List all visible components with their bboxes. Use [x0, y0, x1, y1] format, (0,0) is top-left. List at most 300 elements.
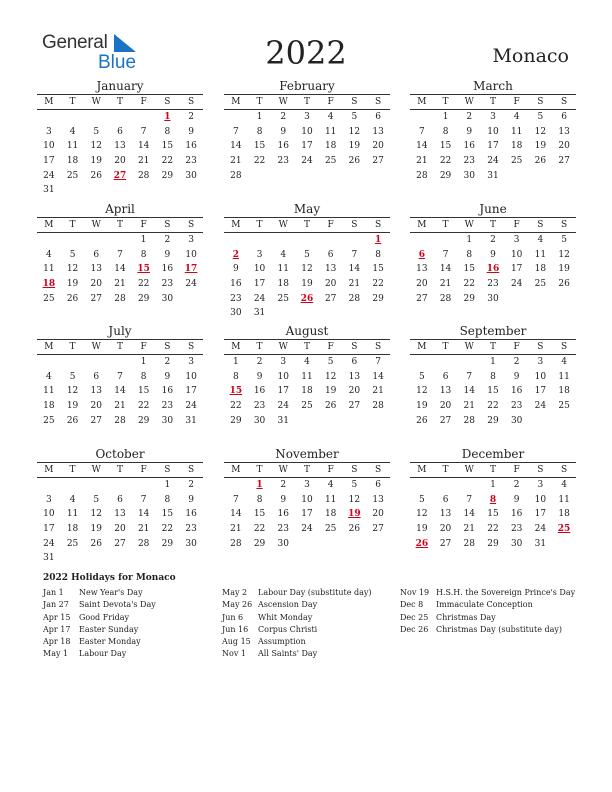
- day-cell: 21: [416, 156, 428, 167]
- day-cell: 17: [277, 386, 289, 397]
- day-cell: 25: [534, 279, 547, 290]
- day-cell: 7: [466, 371, 473, 382]
- day-cell: 26: [90, 170, 102, 181]
- day-empty: [295, 233, 319, 248]
- holiday-name: Christmas Day: [436, 612, 496, 622]
- day-cell: 22: [137, 401, 150, 412]
- day-empty: [410, 355, 434, 370]
- day-cell: 29: [161, 538, 174, 549]
- day-cell: 17: [534, 386, 547, 397]
- day-cell: 16: [185, 141, 197, 152]
- day-grid: [37, 355, 203, 428]
- day-grid: [410, 478, 576, 551]
- day-cell: 8: [466, 249, 473, 260]
- day-cell: 29: [137, 293, 150, 304]
- day-cell: 7: [140, 126, 147, 137]
- day-cell: 4: [45, 249, 52, 260]
- month-may: [224, 202, 390, 321]
- day-cell: 21: [137, 156, 150, 167]
- weekday-label: S: [351, 342, 358, 352]
- day-grid: [224, 478, 390, 551]
- day-cell: 2: [513, 357, 520, 367]
- day-cell: 3: [513, 235, 520, 245]
- day-empty: [410, 233, 434, 248]
- day-cell: 25: [510, 156, 523, 167]
- day-cell: 1: [256, 112, 263, 122]
- day-cell: 2: [256, 357, 263, 367]
- holiday-name: Good Friday: [79, 612, 130, 622]
- weekday-header: [224, 217, 390, 233]
- day-cell: 12: [66, 264, 79, 275]
- day-cell: 2: [466, 112, 473, 122]
- day-grid: [410, 355, 576, 428]
- day-cell: 19: [416, 401, 428, 412]
- weekday-label: W: [278, 465, 288, 475]
- day-cell: 24: [487, 156, 499, 167]
- weekday-label: T: [442, 97, 449, 107]
- day-cell: 10: [185, 371, 197, 382]
- weekday-label: S: [164, 465, 171, 475]
- day-cell: 17: [301, 141, 313, 152]
- day-cell: 13: [114, 141, 126, 152]
- day-cell: 19: [90, 156, 102, 167]
- weekday-label: T: [256, 220, 263, 230]
- weekday-header: [410, 339, 576, 355]
- day-cell: 18: [534, 264, 547, 275]
- weekday-label: M: [417, 342, 427, 352]
- weekday-label: W: [278, 97, 288, 107]
- day-cell: 7: [375, 357, 381, 367]
- day-cell: 7: [232, 126, 239, 137]
- holiday-day: 15: [229, 386, 243, 397]
- day-cell: 10: [487, 126, 499, 137]
- day-empty: [132, 110, 156, 125]
- day-cell: 31: [253, 308, 266, 319]
- day-cell: 31: [43, 185, 55, 196]
- day-cell: 26: [66, 293, 79, 304]
- day-empty: [457, 478, 481, 493]
- day-cell: 8: [256, 126, 263, 137]
- month-name: January: [96, 79, 144, 93]
- day-cell: 9: [513, 494, 520, 505]
- weekday-label: M: [417, 97, 427, 107]
- day-cell: 26: [558, 279, 570, 290]
- day-cell: 26: [534, 156, 547, 167]
- day-cell: 12: [324, 371, 337, 382]
- day-cell: 19: [558, 264, 570, 275]
- weekday-label: T: [116, 220, 123, 230]
- holiday-name: Easter Monday: [79, 637, 141, 647]
- day-cell: 2: [164, 357, 171, 367]
- weekday-label: M: [44, 342, 54, 352]
- day-empty: [37, 355, 61, 370]
- day-cell: 25: [66, 538, 79, 549]
- day-cell: 18: [301, 386, 313, 397]
- holiday-name: New Year's Day: [79, 588, 143, 597]
- day-cell: 6: [327, 249, 334, 260]
- day-cell: 11: [558, 494, 570, 505]
- weekday-label: M: [231, 220, 241, 230]
- day-empty: [108, 478, 132, 493]
- holiday-date: Dec 26: [400, 624, 429, 634]
- weekday-label: M: [417, 465, 427, 475]
- weekday-label: M: [44, 465, 54, 475]
- weekday-label: S: [537, 342, 544, 352]
- weekday-label: T: [116, 465, 123, 475]
- day-cell: 7: [140, 494, 147, 505]
- day-empty: [61, 355, 85, 370]
- weekday-label: S: [187, 97, 195, 107]
- day-cell: 20: [324, 279, 337, 290]
- day-empty: [108, 110, 132, 125]
- day-cell: 6: [375, 480, 381, 490]
- weekday-header: [37, 462, 203, 478]
- day-cell: 13: [416, 264, 428, 275]
- day-empty: [224, 478, 248, 493]
- weekday-label: F: [327, 97, 334, 107]
- day-cell: 1: [232, 357, 239, 367]
- weekday-label: F: [140, 465, 147, 475]
- day-cell: 16: [510, 386, 523, 397]
- holiday-day: 18: [42, 279, 56, 290]
- day-cell: 27: [90, 293, 102, 304]
- weekday-label: S: [560, 465, 568, 475]
- day-cell: 17: [510, 264, 523, 275]
- day-cell: 16: [277, 509, 289, 520]
- holiday-name: Easter Sunday: [79, 624, 139, 634]
- weekday-label: M: [231, 342, 241, 352]
- day-cell: 8: [164, 494, 171, 505]
- day-cell: 2: [490, 235, 496, 245]
- holiday-name: Whit Monday: [258, 612, 313, 622]
- day-cell: 30: [253, 415, 266, 426]
- day-cell: 26: [416, 415, 428, 426]
- day-cell: 27: [558, 156, 570, 167]
- day-cell: 22: [372, 279, 384, 290]
- weekday-label: T: [256, 342, 263, 352]
- holiday-name: Christmas Day (substitute day): [436, 624, 562, 634]
- weekday-label: M: [44, 220, 54, 230]
- day-cell: 13: [90, 264, 102, 275]
- day-cell: 20: [372, 509, 384, 520]
- day-cell: 1: [490, 480, 496, 490]
- weekday-label: T: [303, 220, 310, 230]
- day-cell: 5: [304, 249, 310, 260]
- holiday-date: Apr 15: [43, 612, 71, 622]
- day-cell: 28: [230, 170, 242, 181]
- day-cell: 24: [301, 524, 313, 535]
- day-cell: 29: [161, 170, 174, 181]
- day-cell: 28: [439, 293, 452, 304]
- day-cell: 12: [301, 264, 313, 275]
- day-cell: 19: [66, 401, 79, 412]
- day-cell: 10: [277, 371, 289, 382]
- day-cell: 4: [69, 126, 76, 137]
- day-cell: 20: [416, 279, 428, 290]
- day-empty: [410, 110, 434, 125]
- day-empty: [434, 355, 458, 370]
- day-cell: 4: [304, 357, 310, 367]
- weekday-label: S: [351, 97, 358, 107]
- day-cell: 4: [69, 494, 76, 505]
- day-cell: 25: [66, 170, 79, 181]
- day-cell: 20: [90, 279, 102, 290]
- day-cell: 10: [43, 141, 55, 152]
- day-cell: 14: [137, 509, 150, 520]
- weekday-header: [410, 94, 576, 110]
- day-cell: 27: [324, 293, 337, 304]
- day-cell: 14: [372, 371, 384, 382]
- day-cell: 21: [230, 156, 242, 167]
- day-cell: 30: [510, 415, 523, 426]
- day-cell: 12: [348, 126, 361, 137]
- day-cell: 20: [90, 401, 102, 412]
- weekday-label: T: [116, 97, 123, 107]
- day-cell: 29: [439, 170, 452, 181]
- weekday-header: [410, 217, 576, 233]
- day-cell: 6: [442, 494, 449, 505]
- holiday-row: [43, 612, 156, 624]
- holiday-date: May 2: [222, 588, 248, 597]
- day-cell: 21: [463, 524, 475, 535]
- day-cell: 10: [253, 264, 266, 275]
- day-empty: [224, 110, 248, 125]
- day-cell: 22: [487, 401, 499, 412]
- day-cell: 30: [161, 415, 174, 426]
- day-cell: 15: [439, 141, 452, 152]
- holiday-day: 19: [348, 509, 361, 520]
- day-cell: 25: [558, 401, 570, 412]
- month-name: September: [459, 324, 527, 338]
- day-cell: 21: [439, 279, 452, 290]
- day-cell: 29: [230, 415, 242, 426]
- holiday-date: Apr 18: [43, 637, 71, 647]
- day-cell: 18: [510, 141, 523, 152]
- day-cell: 8: [256, 494, 263, 505]
- day-cell: 20: [439, 524, 452, 535]
- day-empty: [319, 233, 343, 248]
- day-cell: 23: [487, 279, 499, 290]
- day-cell: 27: [348, 401, 361, 412]
- weekday-label: T: [69, 342, 76, 352]
- day-empty: [84, 233, 108, 248]
- day-cell: 24: [301, 156, 313, 167]
- day-cell: 12: [558, 249, 570, 260]
- weekday-header: [224, 94, 390, 110]
- day-cell: 13: [348, 371, 361, 382]
- day-cell: 21: [137, 524, 150, 535]
- day-cell: 28: [137, 538, 150, 549]
- day-cell: 13: [372, 126, 384, 137]
- day-cell: 5: [69, 371, 76, 382]
- day-cell: 28: [463, 538, 475, 549]
- day-cell: 8: [140, 371, 147, 382]
- day-cell: 24: [253, 293, 266, 304]
- day-cell: 24: [277, 401, 289, 412]
- day-empty: [84, 478, 108, 493]
- day-empty: [410, 478, 434, 493]
- logo-blue-text: Blue: [98, 52, 137, 73]
- day-cell: 23: [161, 401, 174, 412]
- day-cell: 10: [534, 494, 547, 505]
- day-cell: 22: [137, 279, 150, 290]
- weekday-label: T: [256, 97, 263, 107]
- holidays-title: 2022 Holidays for Monaco: [43, 573, 176, 583]
- day-cell: 20: [114, 524, 126, 535]
- day-cell: 18: [66, 156, 79, 167]
- weekday-label: W: [278, 342, 288, 352]
- weekday-label: T: [442, 465, 449, 475]
- day-cell: 14: [114, 264, 126, 275]
- day-cell: 27: [372, 524, 384, 535]
- day-cell: 3: [490, 112, 496, 122]
- holiday-day: 2: [232, 249, 239, 260]
- day-cell: 31: [43, 553, 55, 564]
- day-cell: 12: [66, 386, 79, 397]
- holiday-day: 16: [486, 264, 500, 275]
- holiday-date: Nov 1: [222, 649, 246, 659]
- holiday-row: [400, 612, 575, 624]
- day-cell: 5: [561, 235, 567, 245]
- day-cell: 15: [253, 141, 266, 152]
- day-cell: 17: [43, 524, 55, 535]
- day-cell: 17: [43, 156, 55, 167]
- day-cell: 9: [164, 249, 171, 260]
- day-cell: 12: [90, 141, 102, 152]
- day-cell: 19: [416, 524, 428, 535]
- day-cell: 28: [463, 415, 475, 426]
- day-cell: 24: [534, 524, 547, 535]
- day-cell: 7: [442, 249, 449, 260]
- day-cell: 22: [161, 156, 174, 167]
- month-name: December: [461, 447, 525, 461]
- day-empty: [434, 478, 458, 493]
- day-cell: 15: [253, 509, 266, 520]
- day-cell: 13: [114, 509, 126, 520]
- day-cell: 30: [185, 170, 197, 181]
- weekday-header: [37, 217, 203, 233]
- day-cell: 21: [348, 279, 361, 290]
- day-grid: [224, 233, 390, 321]
- day-cell: 22: [253, 156, 266, 167]
- day-cell: 27: [439, 415, 452, 426]
- weekday-label: F: [513, 220, 520, 230]
- day-cell: 17: [487, 141, 499, 152]
- day-cell: 2: [188, 480, 194, 490]
- weekday-label: F: [327, 342, 334, 352]
- day-cell: 27: [372, 156, 384, 167]
- day-cell: 9: [280, 494, 287, 505]
- day-cell: 3: [188, 357, 194, 367]
- day-cell: 29: [487, 415, 499, 426]
- day-cell: 22: [253, 524, 266, 535]
- day-cell: 18: [324, 141, 337, 152]
- day-cell: 6: [93, 249, 100, 260]
- day-cell: 5: [93, 126, 100, 137]
- month-june: [410, 202, 576, 306]
- holiday-day: 1: [256, 480, 263, 490]
- holiday-row: [222, 587, 372, 599]
- day-cell: 15: [487, 509, 499, 520]
- day-cell: 21: [230, 524, 242, 535]
- day-cell: 1: [442, 112, 449, 122]
- day-cell: 18: [277, 279, 289, 290]
- day-cell: 14: [439, 264, 452, 275]
- weekday-label: T: [489, 465, 496, 475]
- holiday-row: [222, 612, 372, 624]
- day-cell: 28: [372, 401, 384, 412]
- weekday-label: S: [187, 465, 195, 475]
- weekday-label: T: [303, 97, 310, 107]
- weekday-label: T: [442, 220, 449, 230]
- day-cell: 29: [253, 538, 266, 549]
- holiday-name: Labour Day: [79, 649, 127, 659]
- day-empty: [108, 233, 132, 248]
- weekday-label: W: [91, 342, 101, 352]
- day-cell: 3: [45, 126, 52, 137]
- day-cell: 12: [534, 126, 547, 137]
- day-cell: 25: [43, 415, 55, 426]
- day-cell: 6: [351, 357, 358, 367]
- day-cell: 31: [534, 538, 547, 549]
- weekday-label: T: [256, 465, 263, 475]
- day-cell: 20: [114, 156, 126, 167]
- day-cell: 22: [439, 156, 452, 167]
- day-cell: 4: [45, 371, 52, 382]
- day-cell: 11: [277, 264, 289, 275]
- day-cell: 12: [348, 494, 361, 505]
- day-cell: 29: [372, 293, 384, 304]
- weekday-label: F: [513, 465, 520, 475]
- holiday-day: 27: [113, 170, 127, 181]
- day-cell: 5: [537, 112, 544, 122]
- weekday-label: T: [489, 97, 496, 107]
- weekday-label: S: [374, 465, 382, 475]
- holiday-day: 25: [557, 524, 571, 535]
- day-cell: 13: [372, 494, 384, 505]
- weekday-label: S: [164, 97, 171, 107]
- day-cell: 9: [280, 126, 287, 137]
- day-cell: 1: [466, 235, 473, 245]
- weekday-label: T: [116, 342, 123, 352]
- weekday-label: S: [560, 97, 568, 107]
- holiday-day: 26: [415, 538, 429, 549]
- day-cell: 7: [117, 371, 123, 382]
- day-cell: 5: [69, 249, 76, 260]
- day-cell: 24: [510, 279, 523, 290]
- day-cell: 30: [185, 538, 197, 549]
- holiday-column: [222, 587, 372, 661]
- weekday-label: S: [351, 220, 358, 230]
- day-cell: 23: [185, 524, 197, 535]
- day-cell: 26: [348, 156, 361, 167]
- day-cell: 4: [280, 249, 287, 260]
- holiday-row: [222, 599, 372, 611]
- day-cell: 19: [301, 279, 313, 290]
- day-empty: [132, 478, 156, 493]
- day-cell: 14: [348, 264, 361, 275]
- day-cell: 21: [114, 279, 126, 290]
- day-cell: 29: [487, 538, 499, 549]
- day-cell: 4: [561, 480, 567, 490]
- day-cell: 8: [490, 371, 496, 382]
- day-grid: [37, 478, 203, 566]
- day-cell: 11: [43, 386, 55, 397]
- day-cell: 5: [93, 494, 100, 505]
- holiday-date: Aug 15: [222, 637, 251, 647]
- holiday-date: May 26: [222, 600, 253, 610]
- day-empty: [37, 110, 61, 125]
